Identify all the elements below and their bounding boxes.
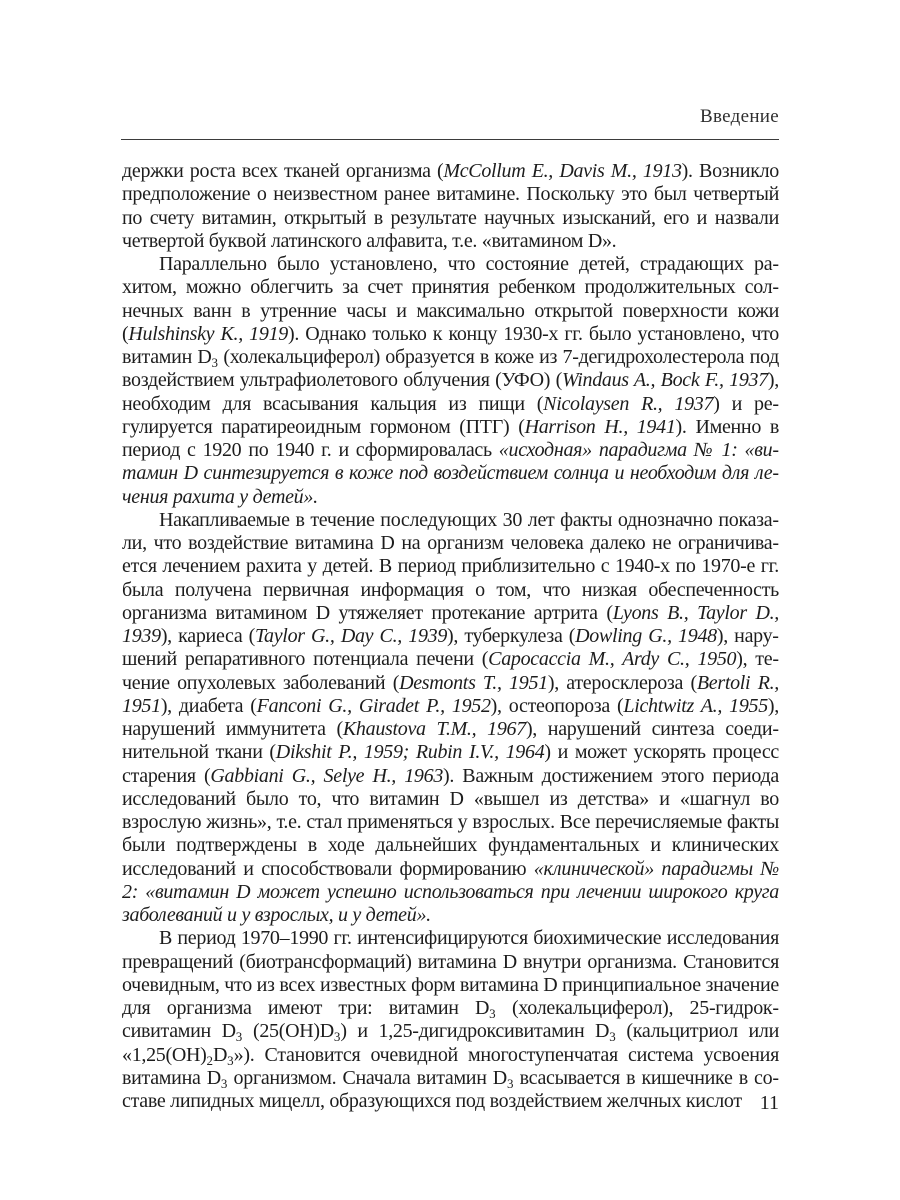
text-run: Harrison H., 1941 [524,415,676,438]
text-run: ), туберкулеза ( [447,625,576,647]
text-run: Dowling G., 1948 [575,625,717,647]
text-run: организмом. Сначала витамин D [227,1066,507,1089]
text-run: ) и 1,25-дигидроксивитамин D [340,1020,610,1043]
paragraph [122,253,779,509]
text-run: ), кариеса ( [160,625,256,647]
text-run: ) и может ускорять процесс старения ( [122,741,779,787]
running-head: Введение [700,106,779,127]
subscript-run: 3 [506,1075,514,1091]
subscript-run: 3 [609,1029,616,1045]
page-number: 11 [759,1092,779,1114]
text-run: »). Становится очевидной многоступенчатая система усвоения витамина D [122,1043,779,1089]
text-run: «исходная» парадигма № 1: «витамин D синтезируется в коже под воздействием солнца и необходим для лечения рахита у детей». [122,439,779,508]
text-run: Taylor G., Day C., 1939 [255,625,448,647]
paragraph [122,160,779,253]
paragraph [122,927,779,1113]
text-run: Lichtwitz A., 1955 [623,694,768,717]
text-run: Накапливаемые в течение последующих 30 лет факты однозначно показали, что воздействие витамина D на организм человека далеко не ограничивается лечением рахита у детей. В период приблизительно с 1940-х по 1970-е гг. была получена первичная информация о том, что низкая обеспеченность организма витамином D утяжеляет протекание артрита ( [122,508,779,624]
text-run: Bertoli R., 1951 [122,671,780,717]
text-run: Capocaccia M., Ardy C., 1950 [488,648,737,671]
text-run: Fanconi G., Giradet P., 1952 [256,694,491,717]
text-run: Desmonts T., 1951 [399,671,548,694]
text-run: Dikshit P., 1959; Rubin I.V., 1964 [275,741,545,764]
text-run: (холекальциферол) образуется в коже из 7-дегидрохолестерола под воздействием ультрафиолетового облучения (УФО) ( [122,346,779,392]
text-run: D [213,1043,228,1066]
text-run: McCollum E., Davis M., 1913 [443,160,682,182]
text-run: Lyons B., Taylor D., 1939 [122,601,779,647]
subscript-run: 2 [206,1052,214,1068]
text-run: ). Важным достижением этого периода исследований было то, что витамин D «вышел из детства» и «шагнул во взрослую жизнь», т.е. стал применяться у взрослых. Все перечисляемые факты были подтверждены в ходе дальнейших фундаментальных и клинических исследований и способствовали формированию [122,764,779,880]
text-body [122,160,779,1113]
text-run: ), нарушений репаративного потенциала печени ( [122,625,779,671]
text-run: Nicolaysen R., 1937 [543,392,714,415]
text-run: Параллельно было установлено, что состояние детей, страдающих рахитом, можно облегчить за счет принятия ребенком продолжительных солнечных ванн в утренние часы и максимально открытой поверхности кожи ( [122,253,779,345]
subscript-run: 3 [235,1029,243,1045]
text-run: (кальцитриол или «1,25(OH) [122,1020,780,1066]
text-run: ), остеопороза ( [490,694,624,717]
subscript-run: 3 [211,355,218,370]
text-run: ), диабета ( [160,694,257,717]
subscript-run: 3 [333,1029,341,1045]
subscript-run: 3 [489,1006,496,1021]
text-run: Khaustova T.M., 1967 [342,718,526,740]
text-run: ), нарушений синтеза соединительной ткани ( [122,718,780,764]
text-run: «клинической» парадигмы № 2: «витамин D может успешно использоваться при лечении широкого круга заболеваний и у взрослых, и у детей». [122,857,779,926]
text-run: ), атеросклероза ( [547,671,697,694]
text-run: ). Возникло предположение о неизвестном ранее витамине. Поскольку это был четвертый по счету витамин, открытый в результате научных изысканий, его и назвали четвертой буквой латинского алфавита, т.е. «витамином D». [122,160,779,252]
text-run: ). Однако только к концу 1930-х гг. было установлено, что витамин D [122,322,779,368]
text-run: (25(OH)D [242,1020,334,1043]
text-run: ), течение опухолевых заболеваний ( [122,648,779,694]
text-run: Windaus A., Bock F., 1937 [561,369,768,392]
text-run: В период 1970–1990 гг. интенсифицируются биохимические исследования превращений (биотрансформаций) витамина D внутри организма. Становится очевидным, что из всех известных форм витамина D принципиальное значение для организма имеют три: витамин D [122,927,779,1019]
text-run: держки роста всех тканей организма ( [122,160,444,182]
text-run: всасывается в кишечнике в составе липидных мицелл, образующихся под воздействием желчных кислот [122,1066,779,1112]
paragraph [122,509,779,928]
subscript-run: 3 [220,1075,228,1091]
text-run: Gabbiani G., Selye H., 1963 [210,764,444,787]
text-run: (холекальциферол), 25-гидроксивитамин D [122,997,779,1043]
text-run: ) и регулируется паратиреоидным гормоном (ПТГ) ( [122,392,779,438]
text-run: ), нарушений иммунитета ( [122,694,779,740]
text-run: ). Именно в период с 1920 по 1940 г. и сформировалась [122,415,780,461]
text-run: Hulshinsky K., 1919 [128,322,288,345]
header-rule [121,139,779,140]
text-run: ), необходим для всасывания кальция из пищи ( [122,369,779,415]
subscript-run: 3 [227,1052,234,1068]
